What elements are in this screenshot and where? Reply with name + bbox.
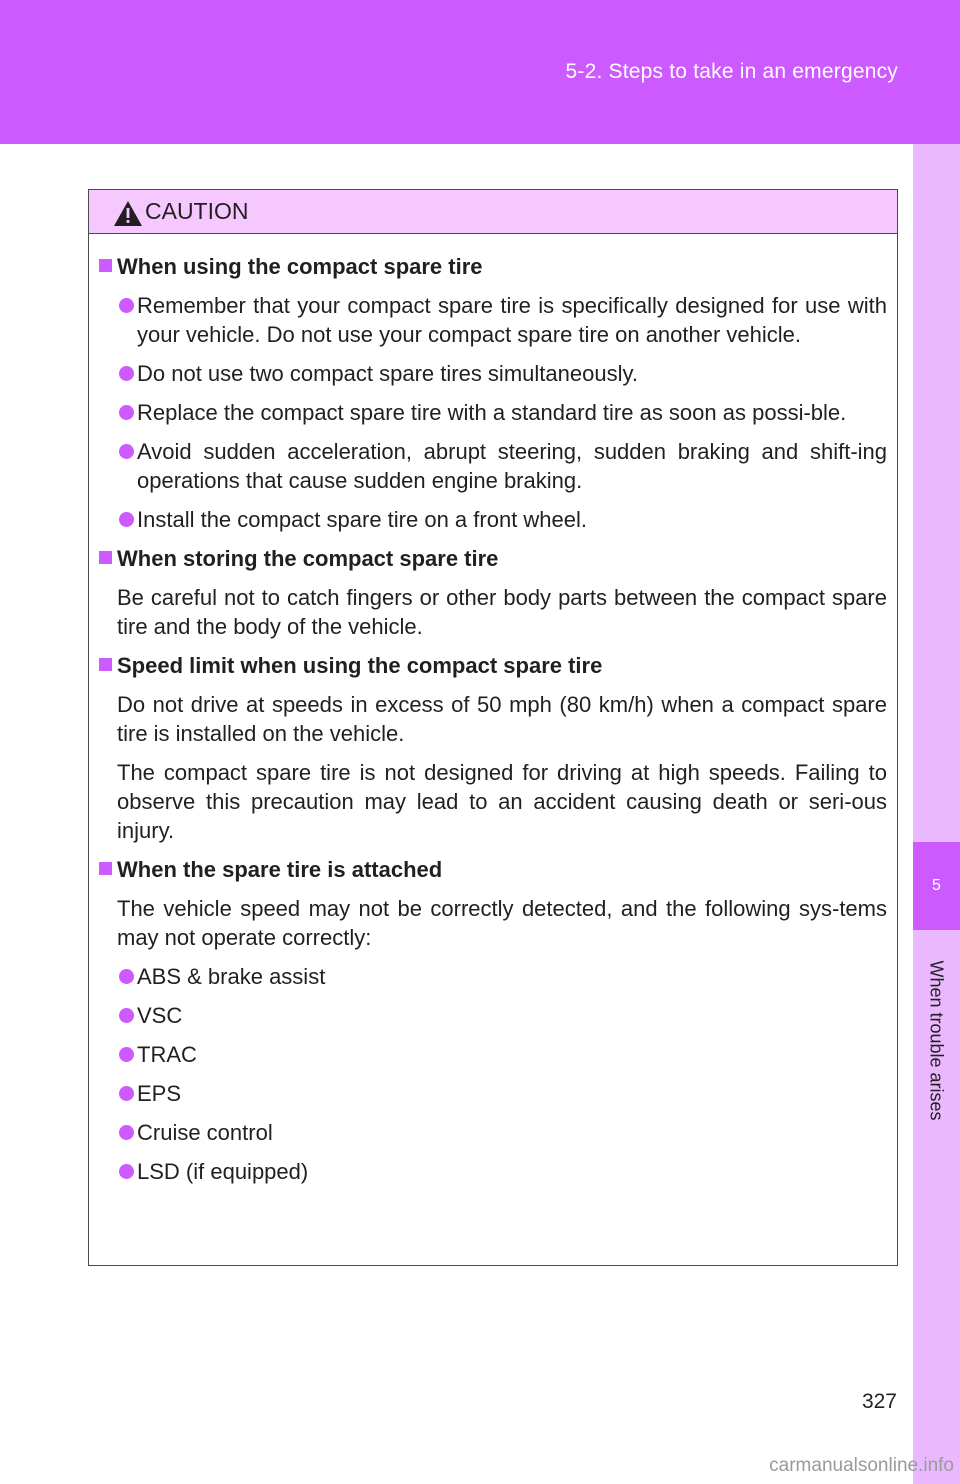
caution-header [89, 190, 897, 234]
system-text: Cruise control [137, 1120, 273, 1145]
paragraph: The compact spare tire is not designed for driving at high speeds. Failing to observe this precaution may lead to an accident causing death or seri-ous injury. [117, 760, 887, 843]
circle-bullet-icon [119, 512, 134, 527]
section-heading [99, 855, 887, 884]
heading-text: When using the compact spare tire [117, 254, 483, 279]
heading-text: When the spare tire is attached [117, 857, 443, 882]
bullet-item [99, 398, 887, 427]
page-number: 327 [861, 1390, 897, 1413]
circle-bullet-icon [119, 1125, 134, 1140]
square-bullet-icon [99, 862, 112, 875]
circle-bullet-icon [119, 1164, 134, 1179]
section-title: 5-2. Steps to take in an emergency [565, 60, 898, 83]
header-band [0, 0, 960, 144]
bullet-text: Remember that your compact spare tire is specifically designed for use with your vehicle. Do not use your compact spare tire on another vehicle. [137, 293, 887, 347]
heading-text: Speed limit when using the compact spare tire [117, 653, 603, 678]
circle-bullet-icon [119, 969, 134, 984]
paragraph: Do not drive at speeds in excess of 50 mph (80 km/h) when a compact spare tire is installed on the vehicle. [117, 692, 887, 746]
circle-bullet-icon [119, 1047, 134, 1062]
circle-bullet-icon [119, 366, 134, 381]
bullet-text: Avoid sudden acceleration, abrupt steering, sudden braking and shift-ing operations that cause sudden engine braking. [137, 439, 887, 493]
square-bullet-icon [99, 259, 112, 272]
section-heading [99, 252, 887, 281]
system-text: EPS [137, 1081, 182, 1106]
circle-bullet-icon [119, 1086, 134, 1101]
system-text: VSC [137, 1003, 183, 1028]
caution-box [88, 189, 898, 1266]
system-text: LSD (if equipped) [137, 1159, 309, 1184]
side-tab [913, 144, 960, 1484]
bullet-item [99, 291, 887, 349]
circle-bullet-icon [119, 444, 134, 459]
system-item [99, 1040, 887, 1069]
chapter-tab-number[interactable]: 5 [913, 842, 960, 930]
paragraph: Be careful not to catch fingers or other body parts between the compact spare tire and the body of the vehicle. [117, 585, 887, 639]
paragraph: The vehicle speed may not be correctly detected, and the following sys-tems may not operate correctly: [117, 896, 887, 950]
caution-body [89, 234, 897, 1186]
system-item [99, 1118, 887, 1147]
watermark: carmanualsonline.info [769, 1455, 954, 1476]
system-text: ABS & brake assist [137, 964, 326, 989]
bullet-item [99, 437, 887, 495]
system-item [99, 1079, 887, 1108]
warning-icon [113, 200, 143, 227]
system-item [99, 1001, 887, 1030]
square-bullet-icon [99, 658, 112, 671]
bullet-text: Do not use two compact spare tires simultaneously. [137, 361, 638, 386]
section-heading [99, 651, 887, 680]
square-bullet-icon [99, 551, 112, 564]
bullet-item [99, 505, 887, 534]
system-text: TRAC [137, 1042, 197, 1067]
bullet-text: Replace the compact spare tire with a standard tire as soon as possi-ble. [137, 400, 847, 425]
heading-text: When storing the compact spare tire [117, 546, 499, 571]
circle-bullet-icon [119, 405, 134, 420]
chapter-tab-label [913, 940, 960, 1140]
system-item [99, 1157, 887, 1186]
bullet-text: Install the compact spare tire on a front wheel. [137, 507, 588, 532]
circle-bullet-icon [119, 298, 134, 313]
system-item [99, 962, 887, 991]
chapter-tab-label-text: When trouble arises [927, 959, 948, 1121]
caution-title: CAUTION [145, 198, 249, 224]
bullet-item [99, 359, 887, 388]
section-heading [99, 544, 887, 573]
circle-bullet-icon [119, 1008, 134, 1023]
